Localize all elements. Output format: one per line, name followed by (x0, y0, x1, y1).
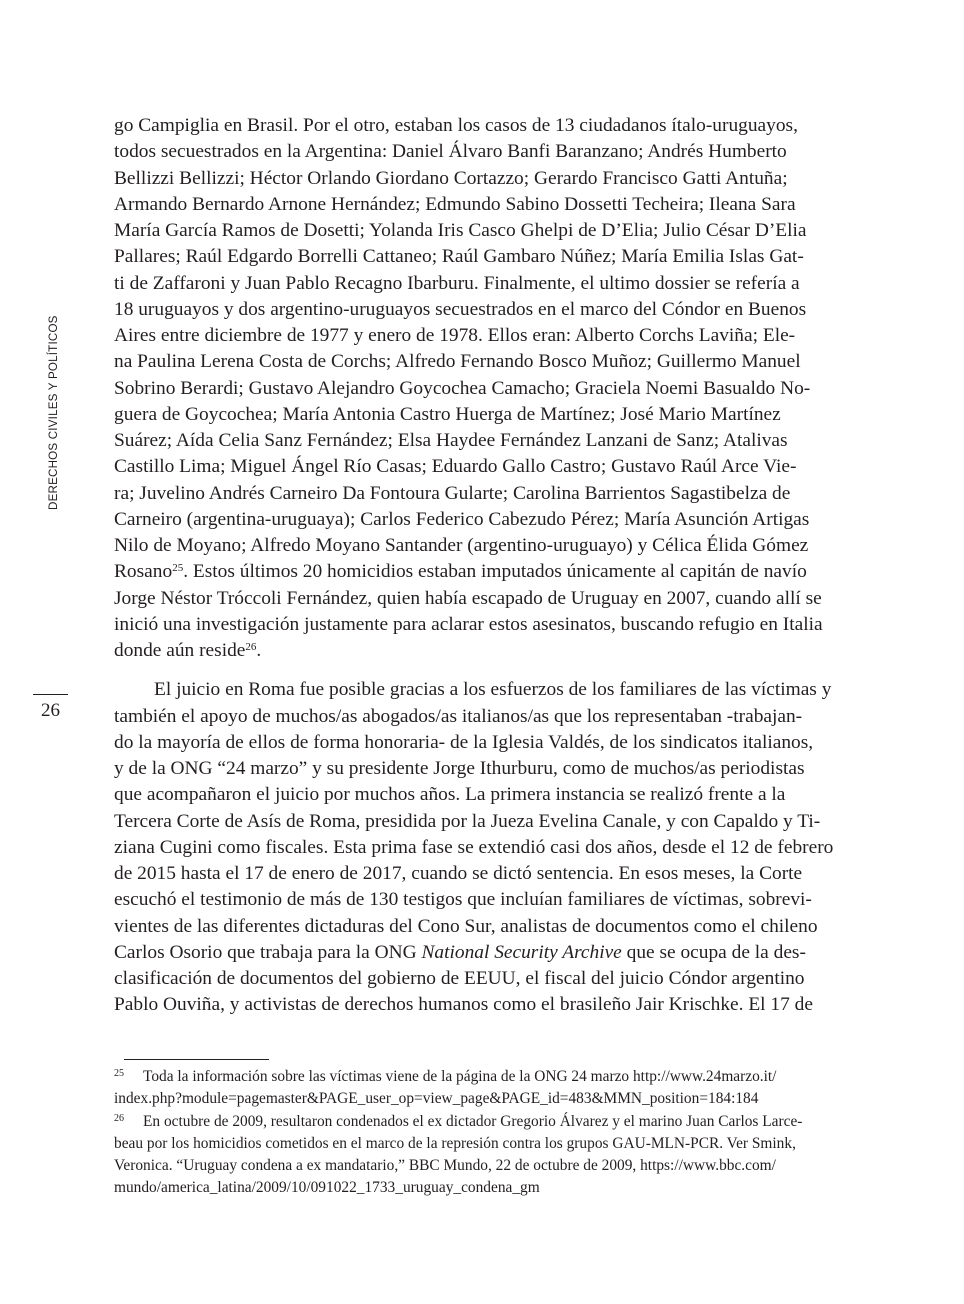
text-line: Aires entre diciembre de 1977 y enero de 1978. Ellos eran: Alberto Corchs Laviña; Ele- (114, 325, 796, 346)
text-segment: Carlos Osorio que trabaja para la ONG (114, 941, 422, 963)
text-line: 18 uruguayos y dos argentino-uruguayos secuestrados en el marco del Cóndor en Buenos (114, 298, 807, 320)
text-line (114, 559, 851, 585)
text-line: escuchó el testimonio de más de 130 testigos que incluían familiares de víctimas, sobrevi- (114, 889, 812, 911)
footnote-line: 26 En octubre de 2009, resultaron condenados el ex dictador Gregorio Álvarez y el marino Juan Carlos Larce- (114, 1112, 803, 1130)
footnote-25 (114, 1066, 851, 1111)
italic-title: National Security Archive (421, 941, 622, 963)
text-line: Castillo Lima; Miguel Ángel Río Casas; Eduardo Gallo Castro; Gustavo Raúl Arce Vie- (114, 456, 797, 478)
text-line: Tercera Corte de Asís de Roma, presidida por la Jueza Evelina Canale, y con Capaldo y Ti- (114, 810, 821, 832)
footnote-text: En octubre de 2009, resultaron condenados el ex dictador Gregorio Álvarez y el marino Juan Carlos Larce- (143, 1112, 803, 1130)
text-line: Pablo Ouviña, y activistas de derechos humanos como el brasileño Jair Krischke. El 17 de (114, 994, 813, 1016)
text-line: Bellizzi Bellizzi; Héctor Orlando Giordano Cortazzo; Gerardo Francisco Gatti Antuña; (114, 167, 788, 189)
footnote-line: beau por los homicidios cometidos en el marco de la represión contra los grupos GAU-MLN-PCR. Ver Smink, (114, 1134, 796, 1152)
footnote-ref-26[interactable]: 26 (245, 641, 257, 653)
text-line: ra; Juvelino Andrés Carneiro Da Fontoura Gularte; Carolina Barrientos Sagastibelza de (114, 482, 791, 504)
text-line: guera de Goycochea; María Antonia Castro Huerga de Martínez; José Mario Martínez (114, 403, 781, 425)
text-line: na Paulina Lerena Costa de Corchs; Alfredo Fernando Bosco Muñoz; Guillermo Manuel (114, 351, 801, 373)
text-segment: . (256, 640, 262, 661)
text-line: Carneiro (argentina-uruguaya); Carlos Federico Cabezudo Pérez; María Asunción Artigas (114, 508, 810, 530)
text-line: inició una investigación justamente para aclarar estos asesinatos, buscando refugio en Italia (114, 613, 823, 635)
text-line: todos secuestrados en la Argentina: Daniel Álvaro Banfi Baranzano; Andrés Humberto (114, 141, 787, 163)
text-line: Armando Bernardo Arnone Hernández; Edmundo Sabino Dossetti Techeira; Ileana Sara (114, 193, 796, 215)
text-line: y de la ONG “24 marzo” y su presidente Jorge Ithurburu, como de muchos/as periodistas (114, 758, 805, 779)
footnote-line: mundo/america_latina/2009/10/091022_1733_uruguay_condena_gm (114, 1179, 540, 1197)
text-segment: donde aún reside (114, 640, 246, 661)
page-number: 26 (41, 700, 60, 721)
text-line: Nilo de Moyano; Alfredo Moyano Santander (argentino-uruguayo) y Célica Élida Gómez (114, 535, 809, 556)
text-line (114, 940, 851, 966)
text-line (114, 638, 851, 664)
page-number-rule (33, 694, 68, 695)
text-line: de 2015 hasta el 17 de enero de 2017, cuando se dictó sentencia. En esos meses, la Corte (114, 863, 803, 884)
paragraph-2 (114, 677, 851, 1018)
footnote-line: Veronica. “Uruguay condena a ex mandatario,” BBC Mundo, 22 de octubre de 2009, https://www.bbc.com/ (114, 1157, 776, 1174)
text-line: María García Ramos de Dosetti; Yolanda Iris Casco Ghelpi de D’Elia; Julio César D’Elia (114, 220, 807, 241)
text-line: Sobrino Berardi; Gustavo Alejandro Goycochea Camacho; Graciela Noemi Basualdo No- (114, 377, 811, 399)
paragraph-1 (114, 113, 851, 664)
text-line: Suárez; Aída Celia Sanz Fernández; Elsa Haydee Fernández Lanzani de Sanz; Atalivas (114, 430, 788, 451)
text-segment: . Estos últimos 20 homicidios estaban imputados únicamente al capitán de navío (183, 561, 807, 583)
text-line: vientes de las diferentes dictaduras del Cono Sur, analistas de documentos como el chileno (114, 915, 818, 937)
text-line: también el apoyo de muchos/as abogados/as italianos/as que los representaban -trabajan- (114, 705, 803, 727)
section-side-label (47, 315, 67, 510)
text-segment: que se ocupa de la des- (621, 941, 806, 963)
text-line: clasificación de documentos del gobierno de EEUU, el fiscal del juicio Cóndor argentino (114, 968, 805, 989)
footnote-26 (114, 1111, 851, 1200)
footnote-rule (124, 1059, 269, 1060)
text-line: ti de Zaffaroni y Juan Pablo Recagno Ibarburu. Finalmente, el ultimo dossier se refería a (114, 272, 800, 294)
text-segment: Rosano (114, 561, 173, 583)
footnote-ref-25[interactable]: 25 (172, 562, 184, 575)
footnotes (114, 1066, 851, 1200)
footnote-line: index.php?module=pagemaster&PAGE_user_op=view_page&PAGE_id=483&MMN_position=184:184 (114, 1090, 759, 1108)
text-line: Pallares; Raúl Edgardo Borrelli Cattaneo; Raúl Gambaro Núñez; María Emilia Islas Gat- (114, 246, 804, 268)
text-line: que acompañaron el juicio por muchos años. La primera instancia se realizó frente a la (114, 784, 786, 806)
text-line: go Campiglia en Brasil. Por el otro, estaban los casos de 13 ciudadanos ítalo-uruguayos, (114, 115, 798, 136)
text-line: El juicio en Roma fue posible gracias a los esfuerzos de los familiares de las víctimas y (154, 679, 832, 701)
footnote-line: 25 Toda la información sobre las víctimas viene de la página de la ONG 24 marzo http://www.24marzo.it/ (114, 1068, 777, 1085)
text-line: do la mayoría de ellos de forma honoraria- de la Iglesia Valdés, de los sindicatos italianos, (114, 731, 814, 753)
text-line: Jorge Néstor Tróccoli Fernández, quien había escapado de Uruguay en 2007, cuando allí se (114, 587, 822, 609)
footnote-text: Toda la información sobre las víctimas viene de la página de la ONG 24 marzo http://www.24marzo.it/ (143, 1068, 777, 1085)
body-text (114, 113, 851, 1019)
section-side-label-text: DERECHOS CIVILES Y POLÍTICOS (47, 315, 60, 510)
text-line: ziana Cugini como fiscales. Esta prima fase se extendió casi dos años, desde el 12 de febrero (114, 836, 834, 858)
